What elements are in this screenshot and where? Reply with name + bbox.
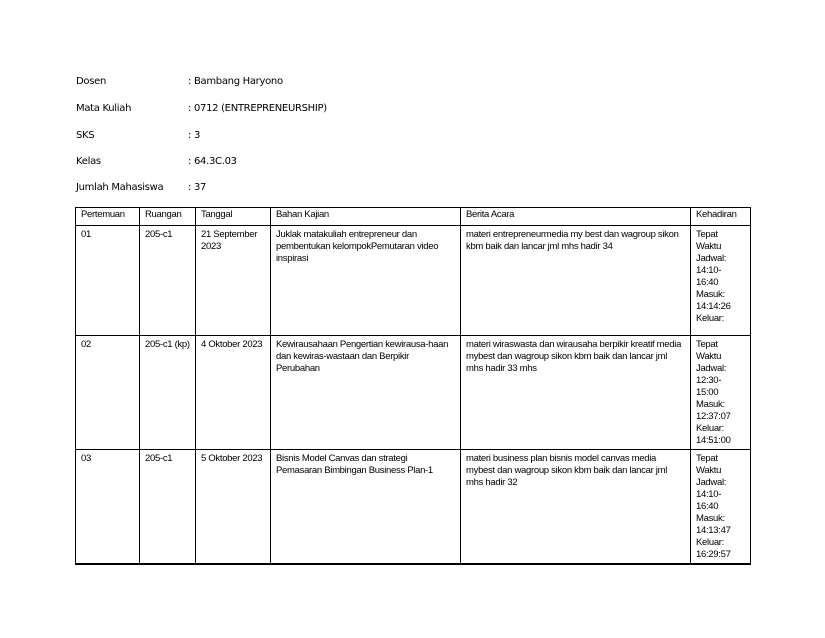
kehadiran-line: Waktu xyxy=(696,465,722,476)
cell-tanggal: 4 Oktober 2023 xyxy=(196,336,271,450)
cell-pertemuan: 03 xyxy=(76,450,140,565)
table-header-row xyxy=(76,208,751,226)
kehadiran-line: Masuk: xyxy=(696,289,725,300)
table-row xyxy=(76,450,751,565)
kehadiran-line: Keluar: xyxy=(696,423,725,434)
cell-berita-acara: materi entrepreneurmedia my best dan wagroup sikon kbm baik dan lancar jml mhs hadir 34 xyxy=(461,226,691,336)
cell-pertemuan: 01 xyxy=(76,226,140,336)
kehadiran-line: 16:40 xyxy=(696,277,719,288)
kehadiran-line: Tepat xyxy=(696,453,718,464)
kehadiran-line: 14:13:47 xyxy=(696,525,731,536)
kehadiran-line: 16:29:57 xyxy=(696,549,731,560)
kehadiran-line: 16:40 xyxy=(696,501,719,512)
cell-bahan-kajian: Bisnis Model Canvas dan strategi Pemasaran Bimbingan Business Plan-1 xyxy=(271,450,461,565)
kehadiran-line: 12:37:07 xyxy=(696,411,731,422)
kehadiran-line: 14:14:26 xyxy=(696,301,731,312)
header-ruangan: Ruangan xyxy=(140,208,196,226)
jumlah-mahasiswa-value: : 37 xyxy=(188,182,207,193)
kehadiran-line: 14:10- xyxy=(696,265,722,276)
kehadiran-line: 14:10- xyxy=(696,489,722,500)
header-tanggal: Tanggal xyxy=(196,208,271,226)
kehadiran-line: Tepat xyxy=(696,229,718,240)
mata-kuliah-label: Mata Kuliah xyxy=(76,103,132,114)
jumlah-mahasiswa-label: Jumlah Mahasiswa xyxy=(76,182,164,193)
dosen-label: Dosen xyxy=(76,76,107,87)
attendance-table xyxy=(75,207,751,565)
kehadiran-line: Keluar: xyxy=(696,313,725,324)
cell-tanggal: 5 Oktober 2023 xyxy=(196,450,271,565)
kehadiran-line: Jadwal: xyxy=(696,477,727,488)
cell-berita-acara: materi business plan bisnis model canvas media mybest dan wagroup sikon kbm baik dan lancar jml mhs hadir 32 xyxy=(461,450,691,565)
kehadiran-line: 12:30- xyxy=(696,375,722,386)
kehadiran-line: Waktu xyxy=(696,351,722,362)
cell-kehadiran xyxy=(691,450,751,565)
sks-label: SKS xyxy=(76,130,95,141)
cell-ruangan: 205-c1 (kp) xyxy=(140,336,196,450)
cell-bahan-kajian: Juklak matakuliah entrepreneur dan pembentukan kelompokPemutaran video inspirasi xyxy=(271,226,461,336)
mata-kuliah-value: : 0712 (ENTREPRENEURSHIP) xyxy=(188,103,327,114)
table-row xyxy=(76,226,751,336)
kehadiran-line: Masuk: xyxy=(696,399,725,410)
kehadiran-line: Waktu xyxy=(696,241,722,252)
dosen-value: : Bambang Haryono xyxy=(188,76,283,87)
kehadiran-line: Keluar: xyxy=(696,537,725,548)
cell-pertemuan: 02 xyxy=(76,336,140,450)
header-kehadiran: Kehadiran xyxy=(691,208,751,226)
cell-berita-acara: materi wiraswasta dan wirausaha berpikir kreatif media mybest dan wagroup sikon kbm baik dan lancar jml mhs hadir 33 mhs xyxy=(461,336,691,450)
kelas-label: Kelas xyxy=(76,156,101,167)
kehadiran-line: 14:51:00 xyxy=(696,435,731,446)
cell-kehadiran xyxy=(691,336,751,450)
table-row xyxy=(76,336,751,450)
cell-kehadiran xyxy=(691,226,751,336)
header-berita-acara: Berita Acara xyxy=(461,208,691,226)
cell-ruangan: 205-c1 xyxy=(140,226,196,336)
cell-bahan-kajian: Kewirausahaan Pengertian kewirausa-haan dan kewiras-wastaan dan Berpikir Perubahan xyxy=(271,336,461,450)
header-bahan-kajian: Bahan Kajian xyxy=(271,208,461,226)
sks-value: : 3 xyxy=(188,130,201,141)
cell-tanggal: 21 September 2023 xyxy=(196,226,271,336)
kehadiran-line: Masuk: xyxy=(696,513,725,524)
kehadiran-line: Jadwal: xyxy=(696,253,727,264)
header-pertemuan: Pertemuan xyxy=(76,208,140,226)
cell-ruangan: 205-c1 xyxy=(140,450,196,565)
kelas-value: : 64.3C.03 xyxy=(188,156,237,167)
kehadiran-line: Jadwal: xyxy=(696,363,727,374)
kehadiran-line: 15:00 xyxy=(696,387,719,398)
kehadiran-line: Tepat xyxy=(696,339,718,350)
